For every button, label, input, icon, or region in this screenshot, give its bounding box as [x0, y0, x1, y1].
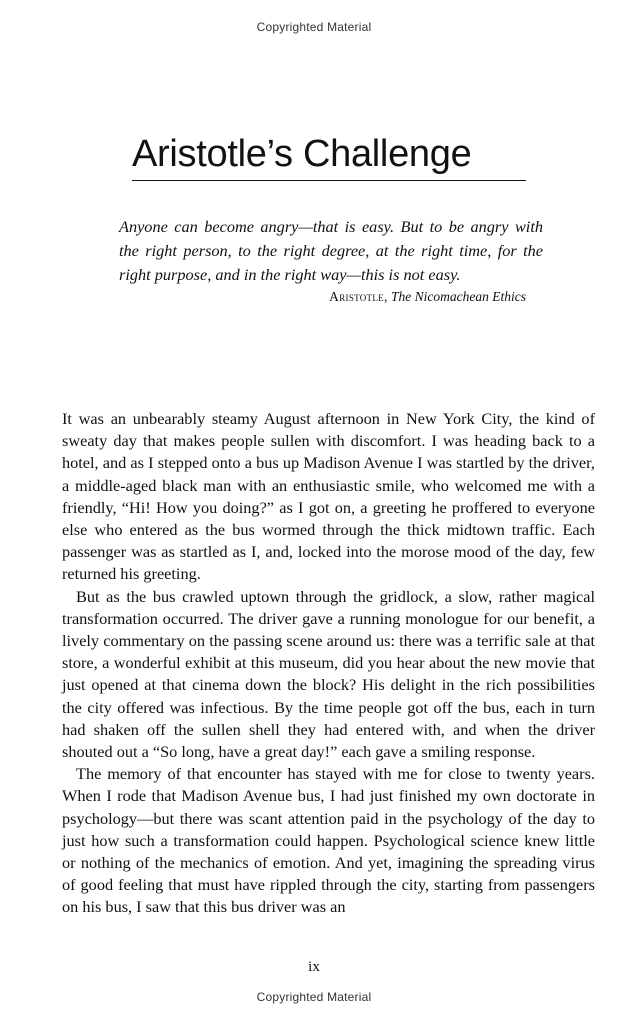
copyright-watermark-bottom: Copyrighted Material: [256, 990, 372, 1004]
body-paragraph-2: But as the bus crawled uptown through the gridlock, a slow, rather magical transformation occurred. The driver gave a running monologue for our benefit, a lively commentary on the passing scene around us: there was a terrific sale at that store, a wonderful exhibit at this museum, did you hear about the new movie that just opened at that cinema down the block? His delight in the rich possibilities the city offered was infectious. By the time people got off the bus, each in turn had shaken off the sullen shell they had entered with, and when the driver shouted out a “So long, have a great day!” each gave a smiling response.: [62, 586, 595, 762]
epigraph-quote: Anyone can become angry—that is easy. But to be angry with the right person, to the right degree, at the right time, for the right purpose, and in the right way—this is not easy.: [119, 217, 543, 284]
body-paragraph-1: It was an unbearably steamy August afternoon in New York City, the kind of sweaty day that makes people sullen with discomfort. I was heading back to a hotel, and as I stepped onto a bus up Madison Avenue I was startled by the driver, a middle-aged black man with an enthusiastic smile, who welcomed me with a friendly, “Hi! How you doing?” as I got on, a greeting he proffered to everyone else who entered as the bus wormed through the thick midtown traffic. Each passenger was as startled as I, and, locked into the morose mood of the day, few returned his greeting.: [62, 409, 595, 584]
copyright-watermark-top: Copyrighted Material: [256, 20, 372, 34]
body-text: [62, 408, 595, 919]
chapter-title: Aristotle’s Challenge: [132, 133, 526, 181]
page-number: ix: [308, 959, 320, 975]
epigraph: [119, 215, 543, 287]
epigraph-author: Aristotle,: [329, 289, 388, 304]
epigraph-attribution: [0, 289, 526, 305]
body-paragraph-3: The memory of that encounter has stayed with me for close to twenty years. When I rode that Madison Avenue bus, I had just finished my own doctorate in psychology—but there was scant attention paid in the psychology of the day to just how such a transformation could happen. Psychological science knew little or nothing of the mechanics of emotion. And yet, imagining the spreading virus of good feeling that must have rippled through the city, starting from passengers on his bus, I saw that this bus driver was an: [62, 764, 595, 917]
epigraph-work: The Nicomachean Ethics: [391, 289, 526, 304]
